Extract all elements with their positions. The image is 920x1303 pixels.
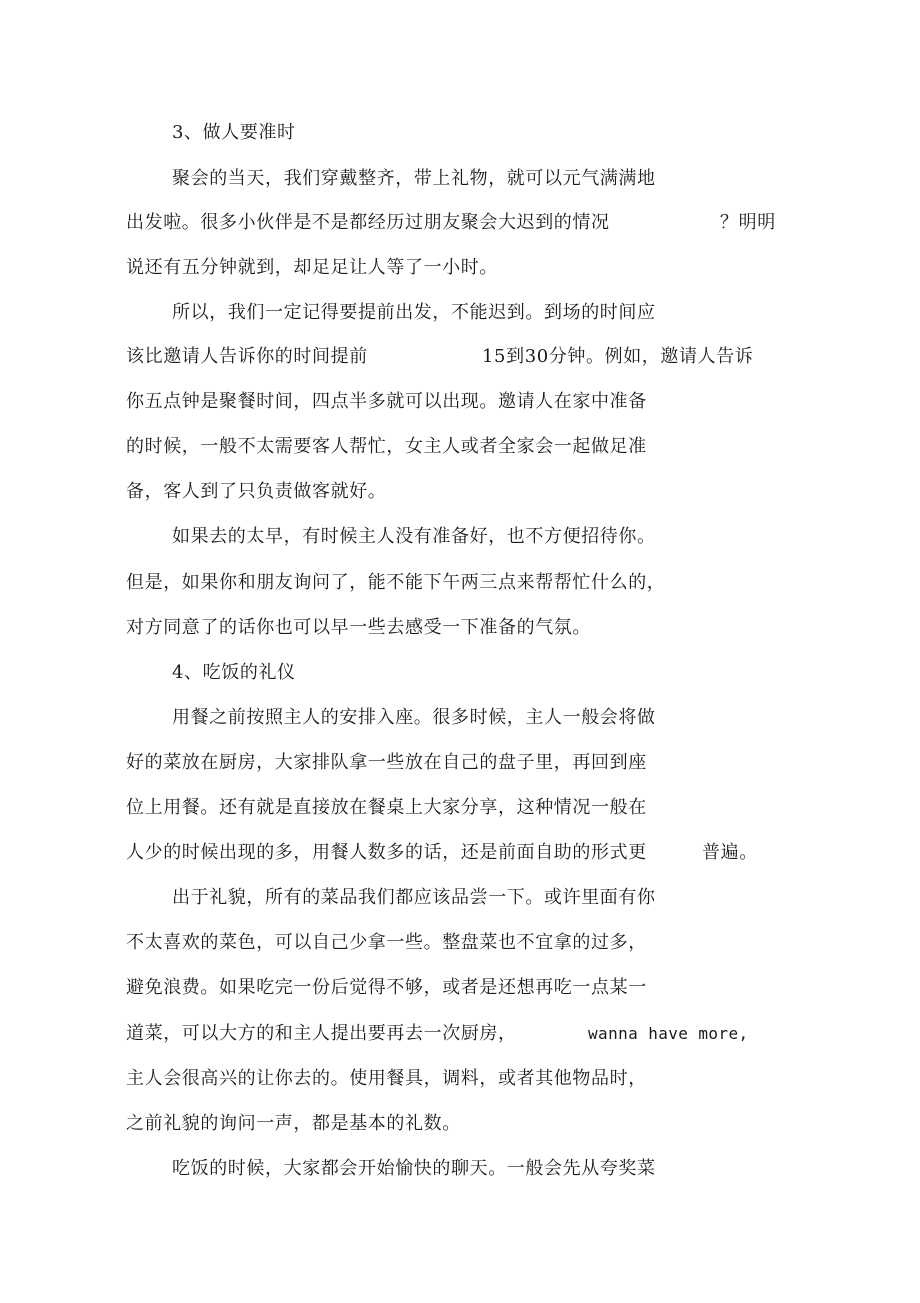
paragraph-line: 如果去的太早，有时候主人没有准备好，也不方便招待你。 bbox=[172, 526, 656, 547]
text-segment: 普遍。 bbox=[702, 842, 758, 863]
paragraph-line: 主人会很高兴的让你去的。使用餐具，调料，或者其他物品时， bbox=[126, 1068, 647, 1089]
paragraph-line: 备，客人到了只负责做客就好。 bbox=[126, 481, 387, 502]
paragraph-line: 出于礼貌，所有的菜品我们都应该品尝一下。或许里面有你 bbox=[172, 887, 656, 908]
section-heading-4: 4、吃饭的礼仪 bbox=[172, 662, 296, 683]
paragraph-line: 位上用餐。还有就是直接放在餐桌上大家分享，这种情况一般在 bbox=[126, 797, 647, 818]
english-phrase: wanna have more, bbox=[588, 1024, 749, 1043]
text-segment: ？明明 bbox=[720, 212, 776, 233]
text-segment: 该比邀请人告诉你的时间提前 bbox=[126, 346, 368, 367]
paragraph-line: 的时候，一般不太需要客人帮忙，女主人或者全家会一起做足准 bbox=[126, 436, 647, 457]
paragraph-line: 所以，我们一定记得要提前出发，不能迟到。到场的时间应 bbox=[172, 302, 656, 323]
text-segment: 人少的时候出现的多，用餐人数多的话，还是前面自助的形式更 bbox=[126, 842, 647, 863]
paragraph-line: 聚会的当天，我们穿戴整齐，带上礼物，就可以元气满满地 bbox=[172, 168, 656, 189]
text-segment: 15到30分钟。例如，邀请人告诉 bbox=[482, 346, 754, 367]
paragraph-line: 但是，如果你和朋友询问了，能不能下午两三点来帮帮忙什么的， bbox=[126, 572, 666, 593]
paragraph-line: 说还有五分钟就到，却足足让人等了一小时。 bbox=[126, 257, 498, 278]
paragraph-line: 吃饭的时候，大家都会开始愉快的聊天。一般会先从夸奖菜 bbox=[172, 1158, 656, 1179]
section-heading-3: 3、做人要准时 bbox=[172, 122, 296, 143]
paragraph-line: 对方同意了的话你也可以早一些去感受一下准备的气氛。 bbox=[126, 617, 591, 638]
paragraph-line: 用餐之前按照主人的安排入座。很多时候，主人一般会将做 bbox=[172, 707, 656, 728]
paragraph-line: 不太喜欢的菜色，可以自己少拿一些。整盘菜也不宜拿的过多， bbox=[126, 932, 647, 953]
text-segment: 出发啦。很多小伙伴是不是都经历过朋友聚会大迟到的情况 bbox=[126, 212, 610, 233]
paragraph-line: 之前礼貌的询问一声，都是基本的礼数。 bbox=[126, 1113, 461, 1134]
paragraph-line: 好的菜放在厨房，大家排队拿一些放在自己的盘子里，再回到座 bbox=[126, 752, 647, 773]
paragraph-line: 避免浪费。如果吃完一份后觉得不够，或者是还想再吃一点某一 bbox=[126, 977, 647, 998]
text-segment: 道菜，可以大方的和主人提出要再去一次厨房， bbox=[126, 1023, 517, 1044]
paragraph-line: 你五点钟是聚餐时间，四点半多就可以出现。邀请人在家中准备 bbox=[126, 391, 647, 412]
